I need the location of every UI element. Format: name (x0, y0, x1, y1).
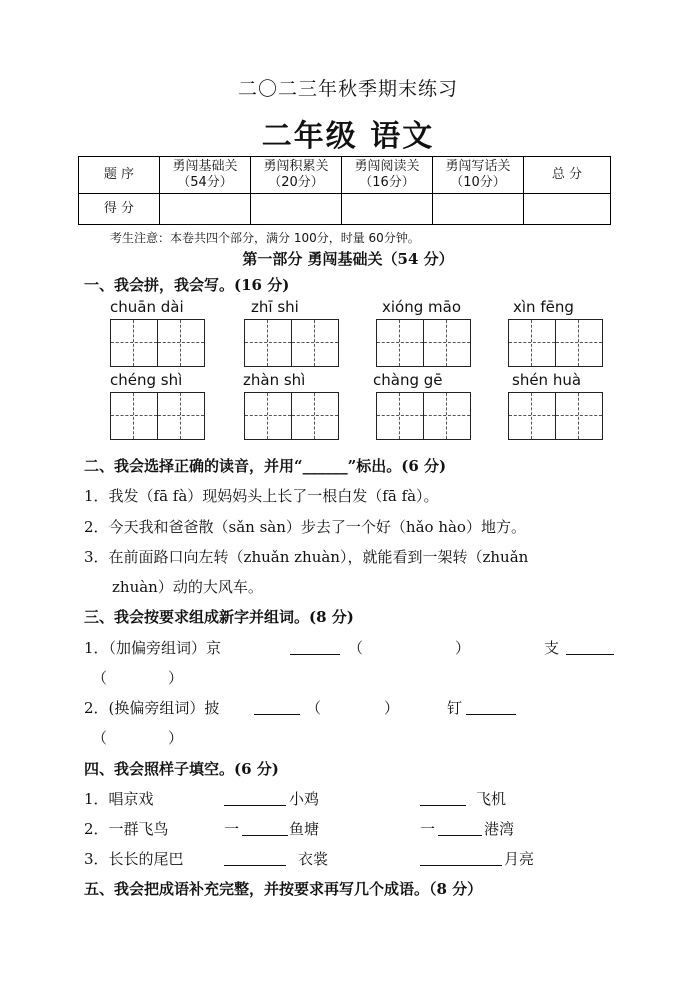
score-cell[interactable] (160, 194, 251, 225)
paren-open: （ (348, 639, 364, 657)
pinyin-label: chàng gē (373, 371, 443, 389)
question-line: 一 (224, 820, 240, 838)
score-header-cell: 题 序 (79, 157, 160, 194)
pinyin-label: chéng shì (110, 371, 183, 389)
question-line: 小鸡 (289, 790, 320, 808)
answer-blank[interactable] (254, 700, 300, 715)
score-row-label: 得 分 (79, 194, 160, 225)
part-heading: 第一部分 勇闯基础关（54 分） (242, 250, 454, 268)
question-line: zhuàn）动的大风车。 (112, 578, 263, 596)
question-line: 2．今天我和爸爸散（sǎn sàn）步去了一个好（hǎo hào）地方。 (84, 518, 526, 536)
question-line: 鱼塘 (289, 820, 320, 838)
question-line: 飞机 (476, 790, 507, 808)
question-line: 1．我发（fā fà）现妈妈头上长了一根白发（fā fà）。 (84, 487, 439, 505)
answer-blank[interactable] (420, 851, 502, 866)
question-line: 钉 (447, 699, 463, 717)
question-line: 2．(换偏旁组词）披 (84, 699, 220, 717)
question-line: 3．在前面路口向左转（zhuǎn zhuàn），就能看到一架转（zhuǎn (84, 548, 529, 566)
score-header-cell: 勇闯基础关 （54分） (160, 157, 251, 194)
pinyin-label: xióng māo (382, 298, 461, 316)
writing-grid[interactable] (508, 392, 603, 440)
pinyin-label: shén huà (512, 371, 582, 389)
writing-grid[interactable] (508, 319, 603, 367)
question-line: 2．一群飞鸟 (84, 820, 169, 838)
exam-title: 二〇二三年秋季期末练习 (237, 78, 458, 100)
score-cell[interactable] (433, 194, 524, 225)
exam-subtitle: 二年级 语文 (261, 119, 435, 154)
section-5-title: 五、我会把成语补充完整，并按要求再写几个成语。（8 分） (84, 880, 483, 898)
answer-blank[interactable] (420, 791, 466, 806)
question-line: 1．（加偏旁组词）京 (84, 639, 222, 657)
question-line: 3．长长的尾巴 (84, 850, 184, 868)
paren-close: ） (384, 699, 400, 717)
question-line: 支 (544, 639, 560, 657)
exam-note: 考生注意：本卷共四个部分，满分 100分，时量 60分钟。 (110, 231, 420, 245)
pinyin-label: chuān dài (110, 298, 184, 316)
section-2-title: 二、我会选择正确的读音，并用“______”标出。(6 分) (84, 457, 447, 475)
answer-blank[interactable] (290, 640, 340, 655)
writing-grid[interactable] (376, 392, 471, 440)
answer-blank[interactable] (466, 700, 516, 715)
question-line: 月亮 (504, 850, 535, 868)
writing-grid[interactable] (110, 392, 205, 440)
question-line: 1．唱京戏 (84, 790, 154, 808)
section-4-title: 四、我会照样子填空。(6 分) (84, 760, 279, 778)
paren-open: （ (306, 699, 322, 717)
writing-grid[interactable] (376, 319, 471, 367)
score-table (78, 156, 611, 225)
paren-close: ） (455, 639, 471, 657)
pinyin-label: zhī shi (251, 298, 299, 316)
paren-open: （ (92, 669, 108, 687)
score-cell[interactable] (524, 194, 611, 225)
paren-open: （ (92, 729, 108, 747)
score-header-cell: 勇闯写话关 （10分） (433, 157, 524, 194)
writing-grid[interactable] (244, 392, 339, 440)
pinyin-label: xìn fēng (513, 298, 574, 316)
score-header-cell: 勇闯积累关 （20分） (251, 157, 342, 194)
score-header-cell: 总 分 (524, 157, 611, 194)
answer-blank[interactable] (566, 640, 614, 655)
pinyin-label: zhàn shì (243, 371, 306, 389)
answer-blank[interactable] (224, 851, 286, 866)
question-line: 港湾 (484, 820, 515, 838)
question-line: 一 (420, 820, 436, 838)
answer-blank[interactable] (438, 821, 482, 836)
score-header-cell: 勇闯阅读关 （16分） (342, 157, 433, 194)
writing-grid[interactable] (110, 319, 205, 367)
section-1-title: 一、我会拼，我会写。(16 分) (84, 276, 290, 294)
answer-blank[interactable] (224, 791, 286, 806)
writing-grid[interactable] (244, 319, 339, 367)
score-cell[interactable] (342, 194, 433, 225)
paren-close: ） (168, 729, 184, 747)
paren-close: ） (168, 669, 184, 687)
score-cell[interactable] (251, 194, 342, 225)
section-3-title: 三、我会按要求组成新字并组词。(8 分) (84, 608, 354, 626)
answer-blank[interactable] (242, 821, 288, 836)
question-line: 衣裳 (298, 850, 329, 868)
